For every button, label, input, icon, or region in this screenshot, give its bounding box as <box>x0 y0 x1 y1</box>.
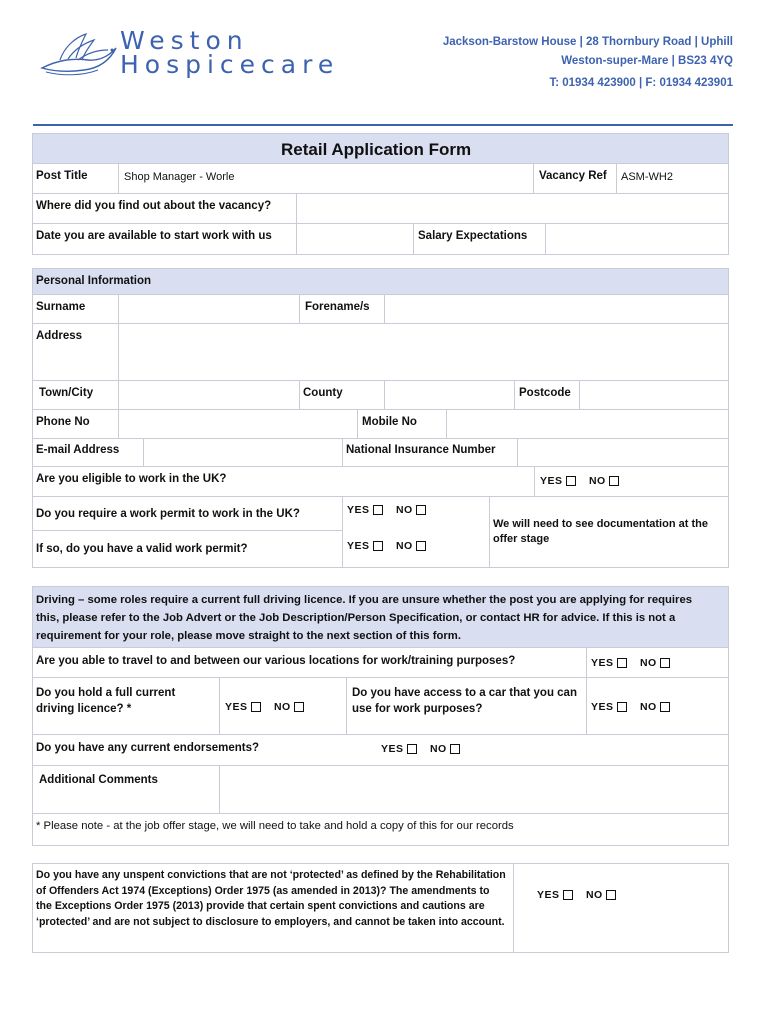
surname-label: Surname <box>36 301 86 313</box>
ni-input[interactable] <box>518 439 728 465</box>
eligible-no-checkbox[interactable] <box>609 476 619 486</box>
mobile-input[interactable] <box>447 410 728 437</box>
org-name-line2: Hospicecare <box>120 50 340 79</box>
email-label: E-mail Address <box>36 444 120 456</box>
licence-label: Do you hold a full current driving licence? * <box>36 687 176 715</box>
comments-input[interactable] <box>220 766 728 812</box>
vacancy-ref-field[interactable]: ASM-WH2 <box>621 171 673 183</box>
yes-label: YES <box>347 504 370 516</box>
postcode-label: Postcode <box>519 387 571 399</box>
valid-permit-label: If so, do you have a valid work permit? <box>36 543 248 555</box>
licence-yes-checkbox[interactable] <box>251 702 261 712</box>
no-label: NO <box>395 540 413 552</box>
comments-label: Additional Comments <box>39 774 158 786</box>
valid-permit-options <box>347 540 436 552</box>
start-date-input[interactable] <box>297 224 412 254</box>
convictions-no-checkbox[interactable] <box>606 890 616 900</box>
salary-input[interactable] <box>546 224 728 254</box>
valid-permit-no-checkbox[interactable] <box>416 541 426 551</box>
address-line1: Jackson-Barstow House | 28 Thornbury Road | Uphill <box>442 36 733 48</box>
yes-label: YES <box>347 540 370 552</box>
forenames-label: Forename/s <box>305 301 370 313</box>
travel-options <box>591 657 680 669</box>
post-title-field[interactable]: Shop Manager - Worle <box>124 171 235 183</box>
no-label: NO <box>429 743 447 755</box>
yes-label: YES <box>591 657 614 669</box>
phone-line: T: 01934 423900 | F: 01934 423901 <box>549 77 733 89</box>
start-date-label: Date you are available to start work with us <box>36 230 272 242</box>
convictions-text: Do you have any unspent convictions that are not ‘protected’ as defined by the Rehabilitation of Offenders Act 1974 (Exceptions) Order 1975 (as amended in 2013)? The amendments to the Exceptions Order 1975 (2013) provide that certain spent convictions and cautions are ‘protected’ and are not subject to disclosure to employers, and cannot be taken into account. <box>36 869 506 928</box>
endorsements-label: Do you have any current endorsements? <box>36 742 260 754</box>
car-options <box>591 701 680 713</box>
address-label: Address <box>36 330 83 342</box>
yes-label: YES <box>591 701 614 713</box>
no-label: NO <box>639 701 657 713</box>
travel-yes-checkbox[interactable] <box>617 658 627 668</box>
convictions-options <box>537 889 626 901</box>
address-line2: Weston-super-Mare | BS23 4YQ <box>561 55 733 67</box>
ni-label: National Insurance Number <box>346 444 496 456</box>
county-label: County <box>303 387 343 399</box>
county-input[interactable] <box>385 381 513 408</box>
driving-intro: Driving – some roles require a current full driving licence. If you are unsure whether the post you are applying for requires this, please refer to the Job Advert or the Job Description/Person Specification, or contact HR for advice. If this is not a requirement for your role, please move straight to the next section of this form. <box>36 594 693 642</box>
town-input[interactable] <box>119 381 298 408</box>
car-no-checkbox[interactable] <box>660 702 670 712</box>
no-label: NO <box>273 701 291 713</box>
no-label: NO <box>395 504 413 516</box>
yes-label: YES <box>540 475 563 487</box>
endorsements-options <box>381 743 470 755</box>
found-vacancy-label: Where did you find out about the vacancy? <box>36 200 272 212</box>
licence-note: * Please note - at the job offer stage, we will need to take and hold a copy of this for our records <box>36 820 514 832</box>
found-vacancy-input[interactable] <box>297 194 728 223</box>
permit-yes-checkbox[interactable] <box>373 505 383 515</box>
endorsements-yes-checkbox[interactable] <box>407 744 417 754</box>
yes-label: YES <box>537 889 560 901</box>
permit-label: Do you require a work permit to work in the UK? <box>36 508 300 520</box>
address-input[interactable] <box>119 324 728 379</box>
personal-title: Personal Information <box>36 275 152 287</box>
no-label: NO <box>585 889 603 901</box>
convictions-yes-checkbox[interactable] <box>563 890 573 900</box>
town-label: Town/City <box>39 387 94 399</box>
logo <box>38 28 338 83</box>
endorsements-no-checkbox[interactable] <box>450 744 460 754</box>
no-label: NO <box>639 657 657 669</box>
documentation-note: We will need to see documentation at the offer stage <box>493 518 708 545</box>
car-label: Do you have access to a car that you can use for work purposes? <box>352 687 577 715</box>
no-label: NO <box>588 475 606 487</box>
dove-logo-icon <box>38 30 128 78</box>
eligible-yes-checkbox[interactable] <box>566 476 576 486</box>
forenames-input[interactable] <box>385 295 728 322</box>
salary-label: Salary Expectations <box>418 230 528 242</box>
email-input[interactable] <box>144 439 341 465</box>
vacancy-ref-label: Vacancy Ref <box>539 170 607 182</box>
permit-options <box>347 504 436 516</box>
licence-options <box>225 701 314 713</box>
phone-input[interactable] <box>119 410 356 437</box>
travel-label: Are you able to travel to and between our various locations for work/training purposes? <box>36 655 516 667</box>
permit-no-checkbox[interactable] <box>416 505 426 515</box>
car-yes-checkbox[interactable] <box>617 702 627 712</box>
eligible-label: Are you eligible to work in the UK? <box>36 473 227 485</box>
valid-permit-yes-checkbox[interactable] <box>373 541 383 551</box>
postcode-input[interactable] <box>580 381 728 408</box>
form-title: Retail Application Form <box>281 140 472 159</box>
surname-input[interactable] <box>119 295 298 322</box>
licence-no-checkbox[interactable] <box>294 702 304 712</box>
post-title-label: Post Title <box>36 170 88 182</box>
org-name-line1: Weston <box>120 26 249 55</box>
travel-no-checkbox[interactable] <box>660 658 670 668</box>
yes-label: YES <box>225 701 248 713</box>
phone-label: Phone No <box>36 416 90 428</box>
yes-label: YES <box>381 743 404 755</box>
eligible-options <box>540 475 629 487</box>
header-divider <box>33 124 733 126</box>
mobile-label: Mobile No <box>362 416 417 428</box>
